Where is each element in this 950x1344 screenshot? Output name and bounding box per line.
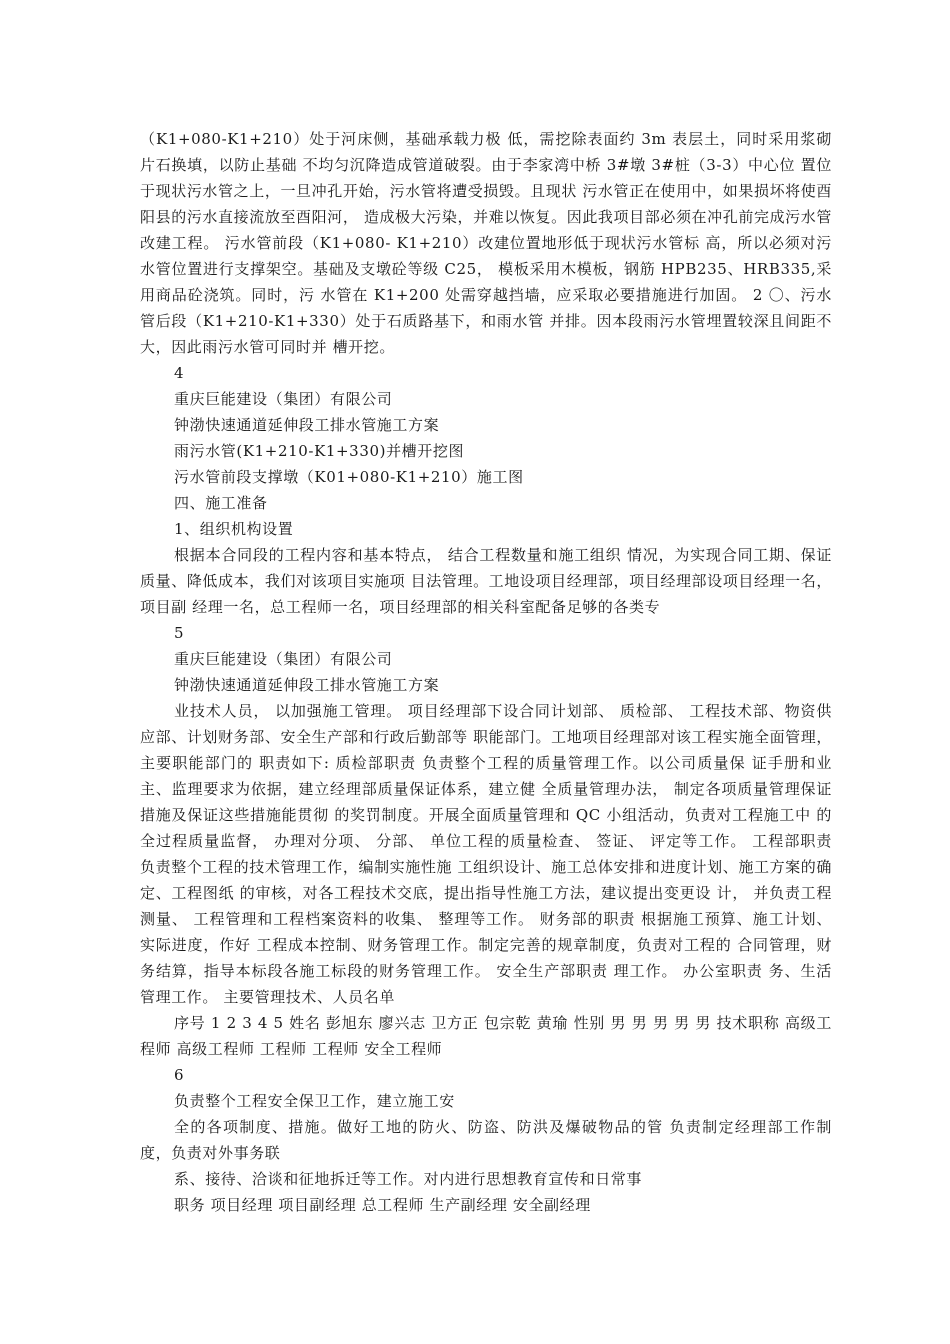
company-header: 重庆巨能建设（集团）有限公司 — [174, 650, 393, 668]
page-number: 4 — [174, 364, 185, 382]
figure-caption: 污水管前段支撑墩（K01+080-K1+210）施工图 — [174, 468, 524, 486]
document-body — [140, 126, 832, 1218]
paragraph-sewer-pipe-rebuild: （K1+080-K1+210）处于河床侧，基础承载力极 低，需挖除表面约 3m 表层土，同时采用浆砌片石换填，以防止基础 不均匀沉降造成管道破裂。由于李家湾中桥 3#墩 3#桩（3-3）中心位 置位于现状污水管之上，一旦冲孔开始，污水管将遭受损毁。且现状 污水管正在使用中，如果损坏将使酉阳县的污水直接流放至酉阳河， 造成极大污染，并难以恢复。因此我项目部必须在冲孔前完成污水管 改建工程。 污水管前段（K1+080- K1+210）改建位置地形低于现状污水管标 高，所以必须对污水管位置进行支撑架空。基础及支墩砼等级 C25， 模板采用木模板，钢筋 HPB235、HRB335,采用商品砼浇筑。同时，污 水管在 K1+200 处需穿越挡墙，应采取必要措施进行加固。 2 〇、污水管后段（K1+210-K1+330）处于石质路基下，和雨水管 并排。因本段雨污水管埋置较深且间距不大，因此雨污水管可同时并 槽开挖。 — [140, 130, 832, 356]
paragraph-department-duties: 业技术人员， 以加强施工管理。 项目经理部下设合同计划部、 质检部、 工程技术部、物资供应部、计划财务部、安全生产部和行政后勤部等 职能部门。工地项目经理部对该工程实施全面管理，主要职能部门的 职责如下: 质检部职责 负责整个工程的质量管理工作。以公司质量保 证手册和业主、监理要求为依据，建立经理部质量保证体系，建立健 全质量管理办法， 制定各项质量管理保证措施及保证这些措施能贯彻 的奖罚制度。开展全面质量管理和 QC 小组活动，负责对工程施工中 的全过程质量监督， 办理对分项、 分部、 单位工程的质量检查、 签证、 评定等工作。 工程部职责 负责整个工程的技术管理工作，编制实施性施 工组织设计、施工总体安排和进度计划、施工方案的确定、工程图纸 的审核，对各工程技术交底，提出指导性施工方法，建议提出变更设 计， 并负责工程测量、 工程管理和工程档案资料的收集、 整理等工作。 财务部的职责 根据施工预算、施工计划、实际进度，作好 工程成本控制、财务管理工作。制定完善的规章制度，负责对工程的 合同管理，财务结算，指导本标段各施工标段的财务管理工作。 安全生产部职责 理工作。 办公室职责 务、生活管理工作。 主要管理技术、人员名单 — [140, 702, 832, 1006]
document-title: 钟渤快速通道延伸段工排水管施工方案 — [174, 416, 440, 434]
document-title: 钟渤快速通道延伸段工排水管施工方案 — [174, 676, 440, 694]
page-number: 5 — [174, 624, 185, 642]
text-line: 系、接待、洽谈和征地拆迁等工作。对内进行思想教育宣传和日常事 — [174, 1170, 643, 1188]
subsection-heading: 1、组织机构设置 — [174, 520, 294, 538]
company-header: 重庆巨能建设（集团）有限公司 — [174, 390, 393, 408]
section-heading: 四、施工准备 — [174, 494, 268, 512]
page-number: 6 — [174, 1066, 185, 1084]
staff-list-text: 序号 1 2 3 4 5 姓名 彭旭东 廖兴志 卫方正 包宗乾 黄瑜 性别 男 男 男 男 男 技术职称 高级工程师 高级工程师 工程师 工程师 安全工程师 — [140, 1014, 832, 1058]
paragraph-safety-duties: 全的各项制度、措施。做好工地的防火、防盗、防洪及爆破物品的管 负责制定经理部工作制度，负责对外事务联 — [140, 1118, 832, 1162]
figure-caption: 雨污水管(K1+210-K1+330)并槽开挖图 — [174, 442, 465, 460]
paragraph-organization: 根据本合同段的工程内容和基本特点， 结合工程数量和施工组织 情况，为实现合同工期、保证质量、降低成本，我们对该项目实施项 目法管理。工地设项目经理部，项目经理部设项目经理一名，项目副 经理一名，总工程师一名，项目经理部的相关科室配备足够的各类专 — [140, 546, 832, 616]
text-line: 负责整个工程安全保卫工作，建立施工安 — [174, 1092, 455, 1110]
positions-line: 职务 项目经理 项目副经理 总工程师 生产副经理 安全副经理 — [174, 1196, 591, 1214]
